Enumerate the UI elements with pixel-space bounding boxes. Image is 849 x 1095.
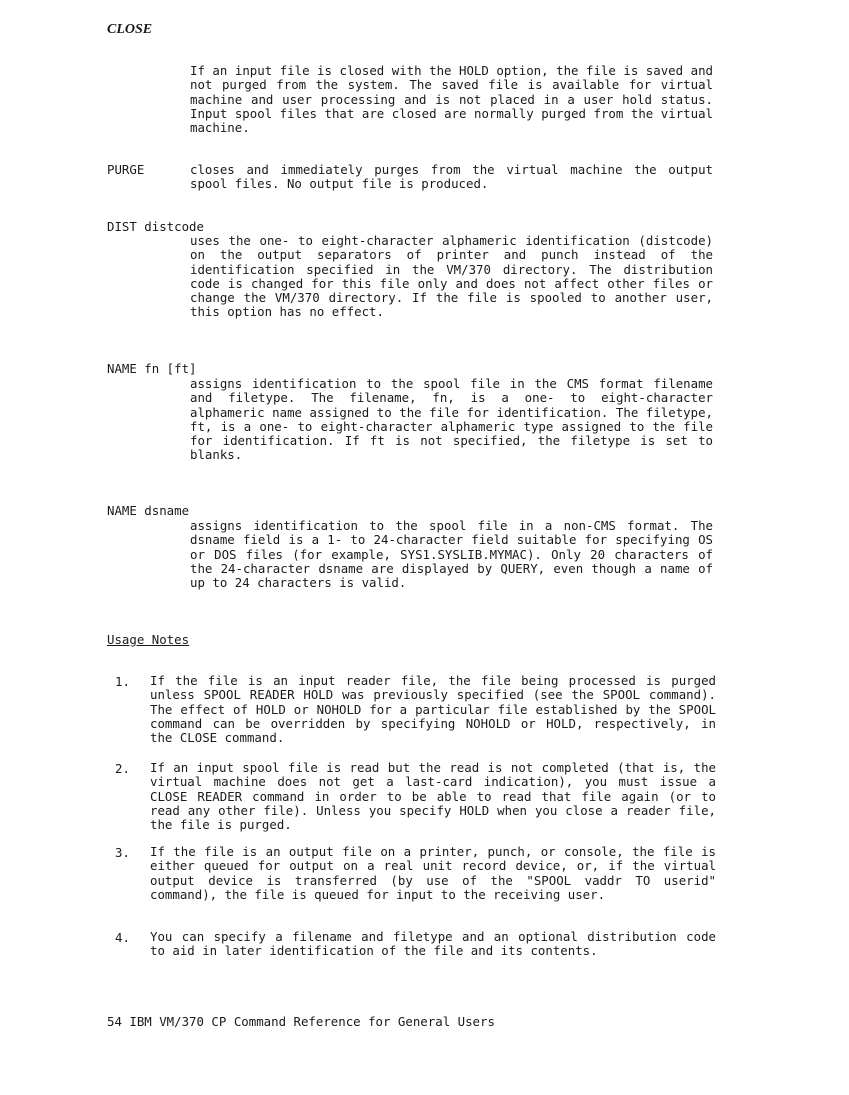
usage-note-4: You can specify a filename and filetype and an optional distribution code to aid in later identification of the file and its contents. <box>150 929 716 959</box>
option-term-name-dsname: NAME dsname <box>107 503 190 518</box>
option-term-name-fn-ft: NAME fn [ft] <box>107 361 197 376</box>
usage-note-2: If an input spool file is read but the read is not completed (that is, the virtual machine does not get a last-card indication), you must issue a CLOSE READER command in order to be able to read that file again (or to read any other file). Unless you specify HOLD when you close a reader file, the file is purged. <box>150 760 716 833</box>
note-number: 3. <box>115 845 130 860</box>
running-head: CLOSE <box>107 22 153 37</box>
option-description-name-dsname: assigns identification to the spool file in a non-CMS format. The dsname field is a 1- to 24-character field suitable for specifying OS or DOS files (for example, SYS1.SYSLIB.MYMAC). Only 20 characters of the 24-character dsname are displayed by QUERY, even though a name of up to 24 characters is valid. <box>190 518 713 591</box>
option-description-name-fn-ft: assigns identification to the spool file in the CMS format filename and filetype. The filename, fn, is a one- to eight-character alphameric name assigned to the file for identification. The filetype, ft, is a one- to eight-character alphameric type assigned to the file for identification. If ft is not specified, the filetype is set to blanks. <box>190 376 713 463</box>
option-description-purge: closes and immediately purges from the virtual machine the output spool files. No output file is produced. <box>190 162 713 192</box>
note-number: 4. <box>115 930 130 945</box>
hold-option-paragraph: If an input file is closed with the HOLD option, the file is saved and not purged from the system. The saved file is available for virtual machine and user processing and is not placed in a user hold status. Input spool files that are closed are normally purged from the virtual machine. <box>190 63 713 136</box>
option-description-dist: uses the one- to eight-character alphameric identification (distcode) on the output separators of printer and punch instead of the identification specified in the VM/370 directory. The distribution code is changed for this file only and does not affect other files or change the VM/370 directory. If the file is spooled to another user, this option has no effect. <box>190 233 713 320</box>
option-term-dist: DIST distcode <box>107 219 204 234</box>
usage-notes-heading: Usage Notes <box>107 632 190 647</box>
note-number: 1. <box>115 674 130 689</box>
note-number: 2. <box>115 761 130 776</box>
page-footer: 54 IBM VM/370 CP Command Reference for General Users <box>107 1014 495 1029</box>
usage-note-3: If the file is an output file on a printer, punch, or console, the file is either queued for output on a real unit record device, or, if the virtual output device is transferred (by use of the "SPOOL vaddr TO userid" command), the file is queued for input to the receiving user. <box>150 844 716 902</box>
usage-note-1: If the file is an input reader file, the file being processed is purged unless SPOOL READER HOLD was previously specified (see the SPOOL command). The effect of HOLD or NOHOLD for a particular file established by the SPOOL command can be overridden by specifying NOHOLD or HOLD, respectively, in the CLOSE command. <box>150 673 716 746</box>
option-term-purge: PURGE <box>107 162 145 177</box>
